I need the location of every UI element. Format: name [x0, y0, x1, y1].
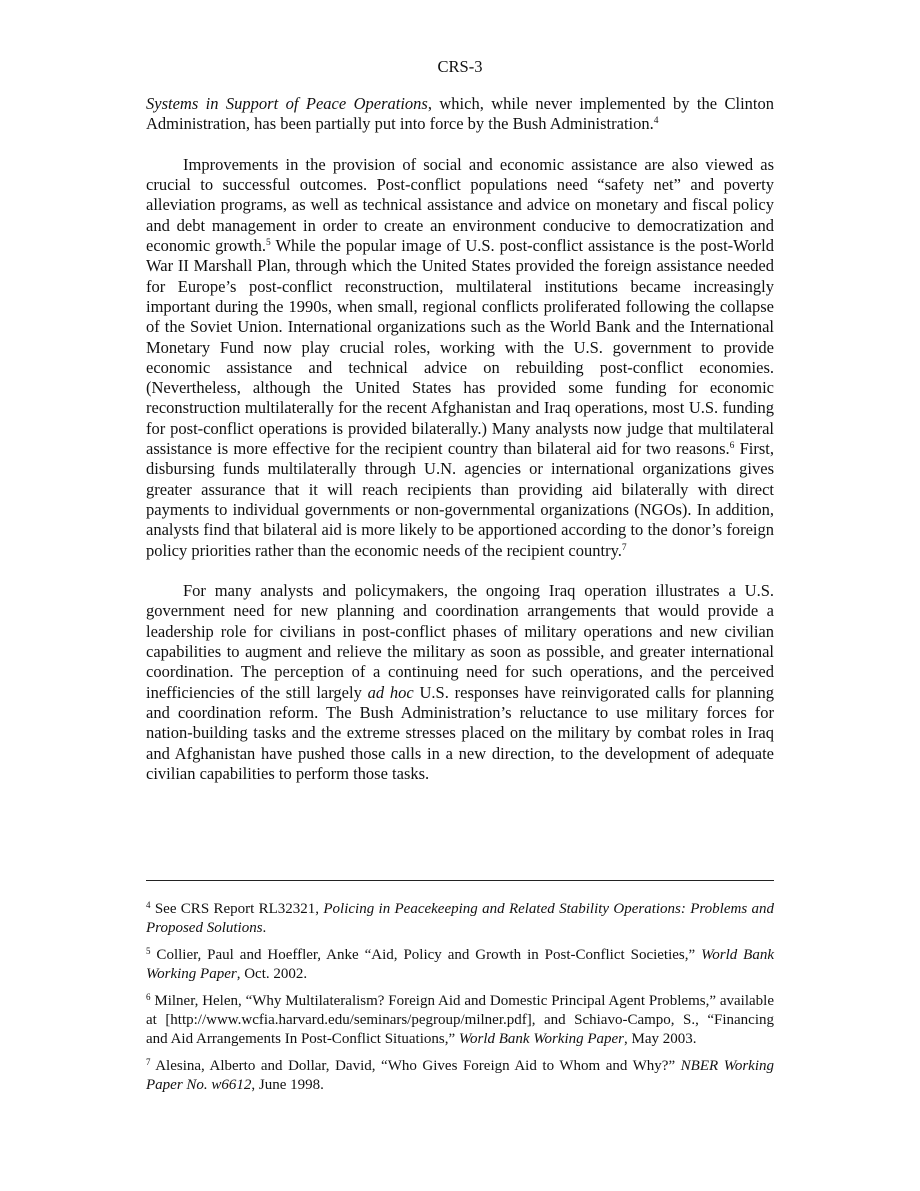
paragraph-2 [146, 155, 774, 561]
footnote-4 [146, 900, 774, 937]
footnote-ref-6: 6 [729, 441, 735, 452]
paragraph-2-text-b: While the popular image of U.S. post-conflict assistance is the post-World War II Marshall Plan, through which the United States provided the foreign assistance needed for Europe’s post-conflict reconstruction, multilateral institutions became increasingly important during the 1990s, when small, regional conflicts proliferated following the collapse of the Soviet Union. International organizations such as the World Bank and the International Monetary Fund now play crucial roles, working with the U.S. government to provide economic assistance and technical advice on rebuilding post-conflict economies. (Nevertheless, although the United States has provided some funding for economic reconstruction multilaterally for the recent Afghanistan and Iraq operations, most U.S. funding for post-conflict operations is provided bilaterally.) Many analysts now judge that multilateral assistance is more effective for the recipient country than bilateral aid for two reasons. [146, 236, 774, 459]
paragraph-3-text-a: For many analysts and policymakers, the ongoing Iraq operation illustrates a U.S. government need for new planning and coordination arrangements that would provide a leadership role for civilians in post-conflict phases of military operations and new civilian capabilities to augment and relieve the military as soon as possible, and greater international coordination. The perception of a continuing need for such operations, and the perceived inefficiencies of the still largely [146, 581, 774, 702]
footnote-divider [146, 880, 774, 881]
footnote-number: 7 [146, 1057, 151, 1068]
footnote-text-end: , June 1998. [251, 1076, 324, 1093]
paragraph-3 [146, 581, 774, 784]
footnotes-section [146, 900, 774, 1103]
paragraph-2-text-a: Improvements in the provision of social and economic assistance are also viewed as crucial to successful outcomes. Post-conflict populations need “safety net” and poverty alleviation programs, as well as technical assistance and advice on monetary and fiscal policy and debt management in order to create an environment conducive to democratization and economic growth. [146, 154, 774, 256]
page-number: CRS-3 [437, 57, 483, 76]
footnote-italic: World Bank Working Paper [146, 947, 775, 982]
paragraph-2-text-c: First, disbursing funds multilaterally through U.N. agencies or international organizations gives greater assurance that it will reach recipients than providing aid bilaterally with direct payments to individual governments or non-governmental organizations (NGOs). In addition, analysts find that bilateral aid is more likely to be apportioned according to the donor’s foreign policy priorities rather than the economic needs of the recipient country. [146, 439, 774, 560]
footnote-ref-7: 7 [621, 542, 627, 553]
footnote-text: See CRS Report RL32321, [150, 901, 324, 917]
footnote-text-end: , Oct. 2002. [236, 965, 308, 982]
paragraph-1-text: , which, while never implemented by the Clinton Administration, has been partially put into force by the Bush Administration. [146, 94, 774, 134]
footnote-text: Alesina, Alberto and Dollar, David, “Who Gives Foreign Aid to Whom and Why?” [150, 1058, 681, 1075]
footnote-5 [146, 946, 774, 983]
footnote-ref-5: 5 [266, 238, 271, 249]
paragraph-3-text-b: U.S. responses have reinvigorated calls for planning and coordination reform. The Bush Administration’s reluctance to use military forces for nation-building tasks and the extreme stresses placed on the military by combat roles in Iraq and Afghanistan have pushed those calls in a new direction, to the development of adequate civilian capabilities to perform those tasks. [146, 682, 774, 783]
footnote-italic: Policing in Peacekeeping and Related Stability Operations: Problems and Proposed Solutions [146, 901, 774, 936]
footnote-ref-4: 4 [653, 116, 659, 127]
footnote-number: 4 [146, 900, 151, 910]
footnote-6 [146, 992, 774, 1048]
footnote-text-end: , May 2003. [624, 1030, 697, 1047]
ad-hoc-italic: ad hoc [367, 682, 414, 702]
footnote-text: Milner, Helen, “Why Multilateralism? Foreign Aid and Domestic Principal Agent Problems,” available at [http://www.wcfia.harvard.edu/seminars/pegroup/milner.pdf], and Schiavo-Campo, S., “Financing and Aid Arrangements In Post-Conflict Situations,” [146, 993, 774, 1047]
footnote-text-end: . [262, 919, 267, 936]
footnote-7 [146, 1057, 774, 1094]
footnote-number: 6 [146, 992, 151, 1003]
body-text [146, 94, 774, 784]
paragraph-1 [146, 94, 774, 135]
footnote-number: 5 [146, 946, 151, 957]
footnote-text: Collier, Paul and Hoeffler, Anke “Aid, Policy and Growth in Post-Conflict Societies,” [150, 947, 702, 964]
footnote-italic: NBER Working Paper No. w6612 [146, 1058, 774, 1093]
footnote-italic: World Bank Working Paper [458, 1030, 625, 1047]
report-title-italic: Systems in Support of Peace Operations [146, 94, 428, 113]
